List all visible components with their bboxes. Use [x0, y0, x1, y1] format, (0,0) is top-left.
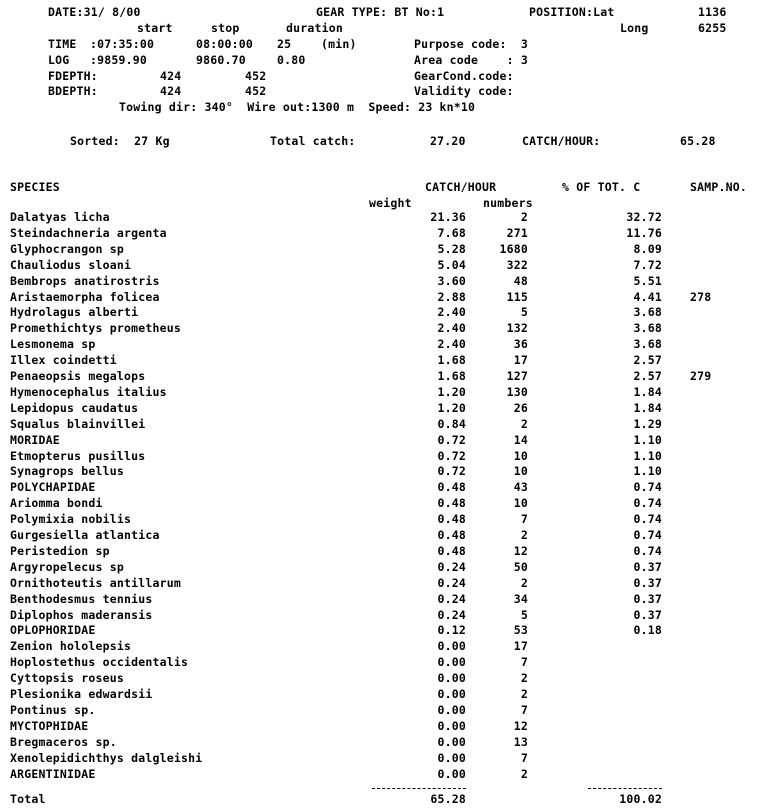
- area-code: Area code : 3: [414, 53, 528, 67]
- percent-value: 0.74: [633, 480, 662, 494]
- species-name: Hydrolagus alberti: [10, 305, 139, 319]
- percent-value: 0.18: [633, 623, 662, 637]
- numbers-value: 43: [513, 480, 528, 494]
- species-name: Hoplostethus occidentalis: [10, 655, 189, 669]
- species-header: SPECIES: [10, 180, 60, 194]
- time-unit: (min): [321, 37, 357, 51]
- species-name: Illex coindetti: [10, 353, 117, 367]
- percent-value: 3.68: [633, 321, 662, 335]
- numbers-value: 50: [513, 560, 528, 574]
- numbers-value: 10: [513, 449, 528, 463]
- fdepth-label: FDEPTH:: [48, 69, 98, 83]
- percent-total-header: % OF TOT. C: [562, 180, 641, 194]
- percent-value: 2.57: [633, 369, 662, 383]
- weight-header: weight: [369, 196, 412, 210]
- bdepth-start: 424: [160, 84, 182, 98]
- numbers-value: 115: [506, 290, 528, 304]
- percent-value: 0.37: [633, 576, 662, 590]
- percent-value: 7.72: [633, 258, 662, 272]
- total-percent: 100.02: [619, 792, 662, 806]
- sample-number: 279: [690, 369, 712, 383]
- weight-value: 0.00: [437, 687, 466, 701]
- species-name: Squalus blainvillei: [10, 417, 146, 431]
- weight-value: 0.00: [437, 735, 466, 749]
- percent-value: 11.76: [626, 226, 662, 240]
- longitude-value: 6255: [698, 21, 727, 35]
- numbers-value: 7: [520, 751, 528, 765]
- species-name: MORIDAE: [10, 433, 60, 447]
- species-name: MYCTOPHIDAE: [10, 719, 89, 733]
- time-stop: 08:00:00: [196, 37, 253, 51]
- weight-value: 2.40: [437, 337, 466, 351]
- weight-value: 0.72: [437, 464, 466, 478]
- species-name: Lesmonema sp: [10, 337, 96, 351]
- percent-value: 4.41: [633, 290, 662, 304]
- weight-value: 0.00: [437, 703, 466, 717]
- weight-value: 0.72: [437, 449, 466, 463]
- numbers-value: 5: [520, 305, 528, 319]
- catch-per-hour-label: CATCH/HOUR:: [522, 134, 601, 148]
- longitude-label: Long: [620, 21, 649, 35]
- species-name: Glyphocrangon sp: [10, 242, 124, 256]
- time-label: TIME: [48, 37, 77, 51]
- percent-value: 3.68: [633, 305, 662, 319]
- species-name: Penaeopsis megalops: [10, 369, 146, 383]
- numbers-value: 5: [520, 608, 528, 622]
- percent-value: 1.84: [633, 401, 662, 415]
- species-name: Etmopterus pusillus: [10, 449, 146, 463]
- numbers-value: 2: [520, 576, 528, 590]
- percent-value: 1.10: [633, 433, 662, 447]
- percent-value: 1.10: [633, 464, 662, 478]
- species-name: Ariomma bondi: [10, 496, 103, 510]
- species-name: Synagrops bellus: [10, 464, 124, 478]
- percent-value: 0.74: [633, 496, 662, 510]
- numbers-value: 10: [513, 464, 528, 478]
- weight-value: 2.88: [437, 290, 466, 304]
- weight-value: 0.72: [437, 433, 466, 447]
- species-name: Dalatyas licha: [10, 210, 110, 224]
- latitude-value: 1136: [698, 5, 727, 19]
- gear-condition-code: GearCond.code:: [414, 69, 514, 83]
- species-name: Zenion hololepsis: [10, 639, 132, 653]
- species-name: Benthodesmus tennius: [10, 592, 153, 606]
- weight-value: 0.00: [437, 719, 466, 733]
- percent-value: 0.37: [633, 592, 662, 606]
- species-name: Argyropelecus sp: [10, 560, 124, 574]
- numbers-value: 130: [506, 385, 528, 399]
- log-label: LOG: [48, 53, 70, 67]
- weight-value: 0.00: [437, 639, 466, 653]
- fdepth-stop: 452: [245, 69, 267, 83]
- percent-value: 2.57: [633, 353, 662, 367]
- species-name: Cyttopsis roseus: [10, 671, 124, 685]
- numbers-value: 2: [520, 687, 528, 701]
- log-start: :9859.90: [90, 53, 147, 67]
- species-name: Gurgesiella atlantica: [10, 528, 160, 542]
- species-name: Diplophos maderansis: [10, 608, 153, 622]
- weight-value: 0.24: [437, 576, 466, 590]
- catch-per-hour-value: 65.28: [680, 134, 716, 148]
- numbers-value: 2: [520, 210, 528, 224]
- total-catch-value: 27.20: [430, 134, 466, 148]
- time-duration: 25: [277, 37, 292, 51]
- weight-value: 1.20: [437, 401, 466, 415]
- total-weight: 65.28: [430, 792, 466, 806]
- species-name: Aristaemorpha folicea: [10, 290, 160, 304]
- sample-number-header: SAMP.NO.: [690, 180, 747, 194]
- catch-hour-header: CATCH/HOUR: [425, 180, 497, 194]
- numbers-value: 127: [506, 369, 528, 383]
- numbers-value: 2: [520, 671, 528, 685]
- percent-value: 0.37: [633, 560, 662, 574]
- weight-value: 0.24: [437, 592, 466, 606]
- weight-value: 5.04: [437, 258, 466, 272]
- weight-value: 0.48: [437, 528, 466, 542]
- sample-number: 278: [690, 290, 712, 304]
- weight-value: 7.68: [437, 226, 466, 240]
- towing-info: Towing dir: 340° Wire out:1300 m Speed: 23 kn*10: [119, 100, 476, 114]
- bdepth-stop: 452: [245, 84, 267, 98]
- numbers-value: 53: [513, 623, 528, 637]
- numbers-value: 7: [520, 655, 528, 669]
- weight-value: 0.00: [437, 767, 466, 781]
- numbers-value: 271: [506, 226, 528, 240]
- percent-value: 0.74: [633, 512, 662, 526]
- log-duration: 0.80: [277, 53, 306, 67]
- weight-value: 0.12: [437, 623, 466, 637]
- weight-value: 5.28: [437, 242, 466, 256]
- percent-value: 0.37: [633, 608, 662, 622]
- percent-value: 1.10: [633, 449, 662, 463]
- numbers-value: 2: [520, 767, 528, 781]
- col-start-label: start: [137, 21, 173, 35]
- weight-value: 0.48: [437, 496, 466, 510]
- weight-value: 0.24: [437, 560, 466, 574]
- bdepth-label: BDEPTH:: [48, 84, 98, 98]
- numbers-value: 36: [513, 337, 528, 351]
- species-name: Peristedion sp: [10, 544, 110, 558]
- percent-value: 5.51: [633, 274, 662, 288]
- col-duration-label: duration: [286, 21, 343, 35]
- weight-value: 0.24: [437, 608, 466, 622]
- numbers-value: 12: [513, 719, 528, 733]
- gear-type: GEAR TYPE: BT No:1: [316, 5, 445, 19]
- sorted-weight: Sorted: 27 Kg: [70, 134, 170, 148]
- weight-total-rule: [372, 788, 466, 789]
- numbers-value: 12: [513, 544, 528, 558]
- numbers-value: 34: [513, 592, 528, 606]
- species-name: OPLOPHORIDAE: [10, 623, 96, 637]
- numbers-value: 7: [520, 703, 528, 717]
- fdepth-start: 424: [160, 69, 182, 83]
- time-start: :07:35:00: [90, 37, 155, 51]
- percent-value: 1.29: [633, 417, 662, 431]
- weight-value: 2.40: [437, 305, 466, 319]
- validity-code: Validity code:: [414, 84, 514, 98]
- numbers-value: 132: [506, 321, 528, 335]
- total-catch-label: Total catch:: [270, 134, 356, 148]
- numbers-value: 2: [520, 417, 528, 431]
- numbers-value: 14: [513, 433, 528, 447]
- weight-value: 0.00: [437, 671, 466, 685]
- numbers-value: 17: [513, 639, 528, 653]
- species-name: Bregmaceros sp.: [10, 735, 117, 749]
- numbers-value: 2: [520, 528, 528, 542]
- percent-value: 0.74: [633, 528, 662, 542]
- species-name: Bembrops anatirostris: [10, 274, 160, 288]
- numbers-value: 1680: [499, 242, 528, 256]
- weight-value: 1.20: [437, 385, 466, 399]
- numbers-value: 13: [513, 735, 528, 749]
- log-stop: 9860.70: [196, 53, 246, 67]
- species-name: Ornithoteutis antillarum: [10, 576, 181, 590]
- position-label: POSITION:Lat: [529, 5, 615, 19]
- numbers-value: 48: [513, 274, 528, 288]
- weight-value: 0.84: [437, 417, 466, 431]
- percent-value: 3.68: [633, 337, 662, 351]
- weight-value: 1.68: [437, 353, 466, 367]
- col-stop-label: stop: [211, 21, 240, 35]
- species-name: Polymixia nobilis: [10, 512, 132, 526]
- numbers-value: 7: [520, 512, 528, 526]
- species-name: Hymenocephalus italius: [10, 385, 167, 399]
- percent-total-rule: [588, 788, 662, 789]
- species-name: Lepidopus caudatus: [10, 401, 139, 415]
- percent-value: 32.72: [626, 210, 662, 224]
- weight-value: 0.48: [437, 512, 466, 526]
- species-name: Plesionika edwardsii: [10, 687, 153, 701]
- numbers-header: numbers: [483, 196, 533, 210]
- weight-value: 21.36: [430, 210, 466, 224]
- species-name: Pontinus sp.: [10, 703, 96, 717]
- weight-value: 1.68: [437, 369, 466, 383]
- species-name: Steindachneria argenta: [10, 226, 167, 240]
- total-label: Total: [10, 792, 46, 806]
- purpose-code: Purpose code: 3: [414, 37, 528, 51]
- species-name: Promethichtys prometheus: [10, 321, 181, 335]
- weight-value: 2.40: [437, 321, 466, 335]
- numbers-value: 322: [506, 258, 528, 272]
- species-name: ARGENTINIDAE: [10, 767, 96, 781]
- numbers-value: 17: [513, 353, 528, 367]
- percent-value: 0.74: [633, 544, 662, 558]
- species-name: Xenolepidichthys dalgleishi: [10, 751, 203, 765]
- weight-value: 0.48: [437, 480, 466, 494]
- numbers-value: 10: [513, 496, 528, 510]
- weight-value: 0.00: [437, 751, 466, 765]
- weight-value: 0.00: [437, 655, 466, 669]
- weight-value: 0.48: [437, 544, 466, 558]
- numbers-value: 26: [513, 401, 528, 415]
- species-name: POLYCHAPIDAE: [10, 480, 96, 494]
- species-name: Chauliodus sloani: [10, 258, 132, 272]
- date: DATE:31/ 8/00: [48, 5, 141, 19]
- percent-value: 1.84: [633, 385, 662, 399]
- weight-value: 3.60: [437, 274, 466, 288]
- percent-value: 8.09: [633, 242, 662, 256]
